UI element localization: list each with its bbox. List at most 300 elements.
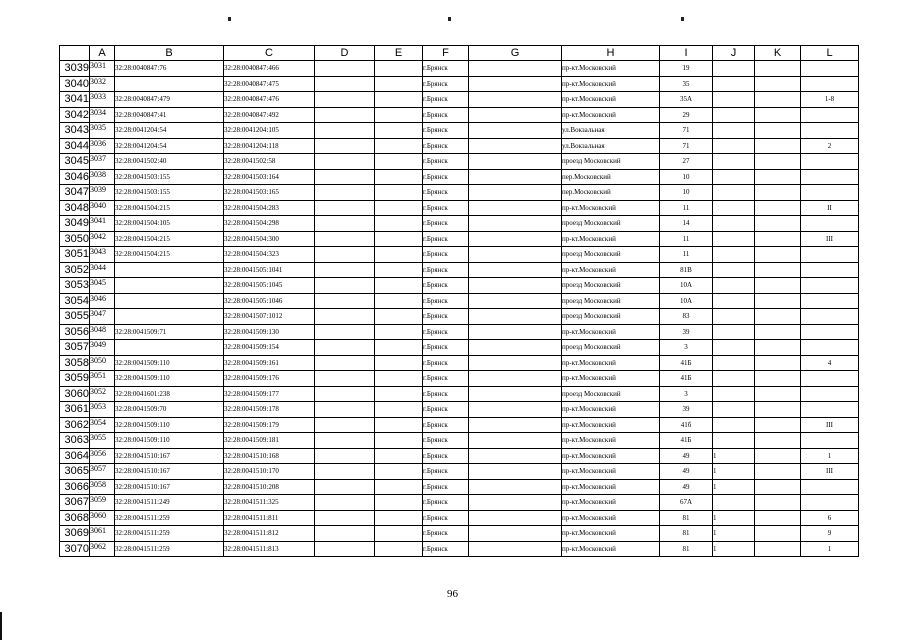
cell-e[interactable] xyxy=(375,216,423,232)
cell-f[interactable]: г.Брянск xyxy=(423,107,469,123)
cell-e[interactable] xyxy=(375,340,423,356)
cell-i[interactable]: 81 xyxy=(660,510,713,526)
cell-j[interactable] xyxy=(713,247,755,263)
cell-l[interactable] xyxy=(801,262,859,278)
cell-l[interactable] xyxy=(801,340,859,356)
cell-i[interactable]: 49 xyxy=(660,479,713,495)
cell-c[interactable]: 32:28:0041505:1041 xyxy=(224,262,315,278)
cell-l[interactable] xyxy=(801,76,859,92)
cell-f[interactable]: г.Брянск xyxy=(423,402,469,418)
column-header[interactable]: H xyxy=(562,46,660,61)
cell-a[interactable]: 3034 xyxy=(90,107,115,123)
cell-i[interactable]: 39 xyxy=(660,324,713,340)
cell-f[interactable]: г.Брянск xyxy=(423,154,469,170)
cell-i[interactable]: 41Б xyxy=(660,433,713,449)
cell-i[interactable]: 11 xyxy=(660,200,713,216)
cell-d[interactable] xyxy=(315,123,375,139)
cell-e[interactable] xyxy=(375,293,423,309)
cell-h[interactable]: пр-кт.Московский xyxy=(562,231,660,247)
cell-f[interactable]: г.Брянск xyxy=(423,231,469,247)
cell-h[interactable]: пр-кт.Московский xyxy=(562,433,660,449)
cell-f[interactable]: г.Брянск xyxy=(423,386,469,402)
cell-a[interactable]: 3047 xyxy=(90,309,115,325)
cell-h[interactable]: пр-кт.Московский xyxy=(562,61,660,77)
cell-l[interactable] xyxy=(801,371,859,387)
cell-g[interactable] xyxy=(469,355,562,371)
cell-g[interactable] xyxy=(469,464,562,480)
cell-i[interactable]: 3 xyxy=(660,386,713,402)
cell-a[interactable]: 3037 xyxy=(90,154,115,170)
cell-c[interactable]: 32:28:0041511:812 xyxy=(224,526,315,542)
cell-a[interactable]: 3057 xyxy=(90,464,115,480)
cell-f[interactable]: г.Брянск xyxy=(423,448,469,464)
cell-j[interactable] xyxy=(713,293,755,309)
cell-f[interactable]: г.Брянск xyxy=(423,61,469,77)
row-number[interactable]: 3065 xyxy=(60,464,90,480)
cell-j[interactable] xyxy=(713,371,755,387)
cell-f[interactable]: г.Брянск xyxy=(423,92,469,108)
cell-h[interactable]: проезд Московский xyxy=(562,386,660,402)
cell-k[interactable] xyxy=(755,61,801,77)
row-number[interactable]: 3062 xyxy=(60,417,90,433)
row-number[interactable]: 3050 xyxy=(60,231,90,247)
cell-i[interactable]: 27 xyxy=(660,154,713,170)
cell-c[interactable]: 32:28:0041509:130 xyxy=(224,324,315,340)
cell-f[interactable]: г.Брянск xyxy=(423,262,469,278)
cell-j[interactable] xyxy=(713,76,755,92)
cell-h[interactable]: пр-кт.Московский xyxy=(562,355,660,371)
cell-c[interactable]: 32:28:0041511:325 xyxy=(224,495,315,511)
cell-e[interactable] xyxy=(375,448,423,464)
cell-a[interactable]: 3051 xyxy=(90,371,115,387)
cell-i[interactable]: 41Б xyxy=(660,371,713,387)
cell-g[interactable] xyxy=(469,510,562,526)
cell-d[interactable] xyxy=(315,309,375,325)
cell-g[interactable] xyxy=(469,278,562,294)
cell-f[interactable]: г.Брянск xyxy=(423,464,469,480)
cell-g[interactable] xyxy=(469,61,562,77)
cell-b[interactable]: 32:28:0041509:110 xyxy=(115,417,224,433)
cell-b[interactable]: 32:28:0040847:479 xyxy=(115,92,224,108)
cell-e[interactable] xyxy=(375,386,423,402)
cell-f[interactable]: г.Брянск xyxy=(423,185,469,201)
cell-i[interactable]: 10А xyxy=(660,293,713,309)
row-number[interactable]: 3053 xyxy=(60,278,90,294)
cell-l[interactable] xyxy=(801,185,859,201)
cell-a[interactable]: 3050 xyxy=(90,355,115,371)
cell-b[interactable]: 32:28:0041204:54 xyxy=(115,123,224,139)
cell-e[interactable] xyxy=(375,76,423,92)
column-header[interactable]: I xyxy=(660,46,713,61)
cell-a[interactable]: 3044 xyxy=(90,262,115,278)
cell-f[interactable]: г.Брянск xyxy=(423,510,469,526)
cell-l[interactable] xyxy=(801,402,859,418)
cell-h[interactable]: ул.Вокзальная xyxy=(562,123,660,139)
cell-e[interactable] xyxy=(375,402,423,418)
cell-j[interactable]: 1 xyxy=(713,479,755,495)
cell-h[interactable]: пер.Московский xyxy=(562,185,660,201)
cell-l[interactable]: 1-8 xyxy=(801,92,859,108)
cell-d[interactable] xyxy=(315,340,375,356)
cell-g[interactable] xyxy=(469,262,562,278)
cell-h[interactable]: пр-кт.Московский xyxy=(562,76,660,92)
row-number[interactable]: 3044 xyxy=(60,138,90,154)
cell-c[interactable]: 32:28:0041204:118 xyxy=(224,138,315,154)
cell-f[interactable]: г.Брянск xyxy=(423,541,469,557)
cell-e[interactable] xyxy=(375,92,423,108)
cell-a[interactable]: 3054 xyxy=(90,417,115,433)
cell-a[interactable]: 3062 xyxy=(90,541,115,557)
cell-g[interactable] xyxy=(469,123,562,139)
cell-c[interactable]: 32:28:0040847:492 xyxy=(224,107,315,123)
cell-c[interactable]: 32:28:0041502:58 xyxy=(224,154,315,170)
cell-e[interactable] xyxy=(375,417,423,433)
cell-e[interactable] xyxy=(375,355,423,371)
cell-e[interactable] xyxy=(375,231,423,247)
cell-h[interactable]: проезд Московский xyxy=(562,278,660,294)
cell-h[interactable]: проезд Московский xyxy=(562,247,660,263)
cell-g[interactable] xyxy=(469,138,562,154)
cell-b[interactable]: 32:28:0041511:259 xyxy=(115,541,224,557)
cell-c[interactable]: 32:28:0041509:181 xyxy=(224,433,315,449)
cell-b[interactable]: 32:28:0041510:167 xyxy=(115,464,224,480)
row-number[interactable]: 3064 xyxy=(60,448,90,464)
cell-k[interactable] xyxy=(755,262,801,278)
cell-e[interactable] xyxy=(375,154,423,170)
cell-g[interactable] xyxy=(469,92,562,108)
cell-h[interactable]: пр-кт.Московский xyxy=(562,495,660,511)
column-header[interactable]: E xyxy=(375,46,423,61)
cell-f[interactable]: г.Брянск xyxy=(423,278,469,294)
cell-e[interactable] xyxy=(375,495,423,511)
cell-l[interactable]: 1 xyxy=(801,448,859,464)
cell-a[interactable]: 3040 xyxy=(90,200,115,216)
cell-c[interactable]: 32:28:0040847:476 xyxy=(224,92,315,108)
cell-j[interactable]: 1 xyxy=(713,510,755,526)
column-header[interactable]: A xyxy=(90,46,115,61)
column-header[interactable]: L xyxy=(801,46,859,61)
cell-a[interactable]: 3038 xyxy=(90,169,115,185)
cell-a[interactable]: 3055 xyxy=(90,433,115,449)
cell-j[interactable] xyxy=(713,216,755,232)
cell-a[interactable]: 3048 xyxy=(90,324,115,340)
cell-j[interactable] xyxy=(713,92,755,108)
cell-a[interactable]: 3060 xyxy=(90,510,115,526)
cell-d[interactable] xyxy=(315,417,375,433)
cell-a[interactable]: 3056 xyxy=(90,448,115,464)
row-number[interactable]: 3051 xyxy=(60,247,90,263)
row-number[interactable]: 3041 xyxy=(60,92,90,108)
cell-f[interactable]: г.Брянск xyxy=(423,340,469,356)
cell-h[interactable]: пр-кт.Московский xyxy=(562,448,660,464)
cell-k[interactable] xyxy=(755,386,801,402)
cell-a[interactable]: 3042 xyxy=(90,231,115,247)
cell-d[interactable] xyxy=(315,92,375,108)
cell-b[interactable]: 32:28:0041510:167 xyxy=(115,448,224,464)
cell-d[interactable] xyxy=(315,61,375,77)
cell-c[interactable]: 32:28:0041204:105 xyxy=(224,123,315,139)
cell-d[interactable] xyxy=(315,200,375,216)
cell-i[interactable]: 83 xyxy=(660,309,713,325)
row-number[interactable]: 3069 xyxy=(60,526,90,542)
cell-g[interactable] xyxy=(469,324,562,340)
cell-i[interactable]: 11 xyxy=(660,231,713,247)
cell-f[interactable]: г.Брянск xyxy=(423,200,469,216)
cell-b[interactable]: 32:28:0041504:215 xyxy=(115,247,224,263)
cell-j[interactable] xyxy=(713,61,755,77)
column-header[interactable]: C xyxy=(224,46,315,61)
cell-d[interactable] xyxy=(315,464,375,480)
cell-d[interactable] xyxy=(315,526,375,542)
cell-c[interactable]: 32:28:0041504:323 xyxy=(224,247,315,263)
row-number[interactable]: 3056 xyxy=(60,324,90,340)
cell-a[interactable]: 3053 xyxy=(90,402,115,418)
cell-a[interactable]: 3036 xyxy=(90,138,115,154)
cell-c[interactable]: 32:28:0041505:1045 xyxy=(224,278,315,294)
cell-a[interactable]: 3041 xyxy=(90,216,115,232)
cell-c[interactable]: 32:28:0041509:179 xyxy=(224,417,315,433)
cell-c[interactable]: 32:28:0041507:1012 xyxy=(224,309,315,325)
cell-e[interactable] xyxy=(375,371,423,387)
cell-j[interactable] xyxy=(713,231,755,247)
cell-b[interactable] xyxy=(115,278,224,294)
cell-c[interactable]: 32:28:0041510:168 xyxy=(224,448,315,464)
cell-b[interactable]: 32:28:0041504:215 xyxy=(115,200,224,216)
cell-c[interactable]: 32:28:0041509:154 xyxy=(224,340,315,356)
cell-d[interactable] xyxy=(315,510,375,526)
cell-c[interactable]: 32:28:0041511:813 xyxy=(224,541,315,557)
cell-g[interactable] xyxy=(469,200,562,216)
cell-e[interactable] xyxy=(375,433,423,449)
cell-f[interactable]: г.Брянск xyxy=(423,495,469,511)
cell-h[interactable]: пр-кт.Московский xyxy=(562,324,660,340)
cell-g[interactable] xyxy=(469,185,562,201)
cell-i[interactable]: 81В xyxy=(660,262,713,278)
cell-d[interactable] xyxy=(315,433,375,449)
cell-k[interactable] xyxy=(755,154,801,170)
cell-k[interactable] xyxy=(755,526,801,542)
cell-e[interactable] xyxy=(375,123,423,139)
row-number[interactable]: 3039 xyxy=(60,61,90,77)
cell-d[interactable] xyxy=(315,107,375,123)
cell-b[interactable]: 32:28:0041601:238 xyxy=(115,386,224,402)
cell-l[interactable]: 2 xyxy=(801,138,859,154)
cell-c[interactable]: 32:28:0041504:300 xyxy=(224,231,315,247)
cell-j[interactable] xyxy=(713,107,755,123)
cell-d[interactable] xyxy=(315,154,375,170)
cell-j[interactable] xyxy=(713,495,755,511)
cell-f[interactable]: г.Брянск xyxy=(423,355,469,371)
row-number[interactable]: 3046 xyxy=(60,169,90,185)
cell-k[interactable] xyxy=(755,340,801,356)
cell-b[interactable]: 32:28:0041509:110 xyxy=(115,433,224,449)
cell-b[interactable]: 32:28:0040847:41 xyxy=(115,107,224,123)
cell-a[interactable]: 3059 xyxy=(90,495,115,511)
cell-l[interactable] xyxy=(801,61,859,77)
cell-f[interactable]: г.Брянск xyxy=(423,526,469,542)
cell-g[interactable] xyxy=(469,231,562,247)
cell-d[interactable] xyxy=(315,138,375,154)
cell-i[interactable]: 71 xyxy=(660,138,713,154)
cell-f[interactable]: г.Брянск xyxy=(423,293,469,309)
cell-i[interactable]: 3 xyxy=(660,340,713,356)
cell-c[interactable]: 32:28:0041509:177 xyxy=(224,386,315,402)
cell-e[interactable] xyxy=(375,464,423,480)
cell-k[interactable] xyxy=(755,216,801,232)
cell-a[interactable]: 3033 xyxy=(90,92,115,108)
cell-c[interactable]: 32:28:0040847:466 xyxy=(224,61,315,77)
cell-l[interactable] xyxy=(801,169,859,185)
cell-k[interactable] xyxy=(755,185,801,201)
row-number[interactable]: 3048 xyxy=(60,200,90,216)
cell-g[interactable] xyxy=(469,448,562,464)
cell-g[interactable] xyxy=(469,371,562,387)
cell-h[interactable]: проезд Московский xyxy=(562,340,660,356)
cell-h[interactable]: пр-кт.Московский xyxy=(562,510,660,526)
cell-j[interactable] xyxy=(713,386,755,402)
cell-e[interactable] xyxy=(375,278,423,294)
cell-j[interactable] xyxy=(713,417,755,433)
cell-d[interactable] xyxy=(315,402,375,418)
cell-i[interactable]: 10 xyxy=(660,185,713,201)
cell-i[interactable]: 10 xyxy=(660,169,713,185)
cell-h[interactable]: пр-кт.Московский xyxy=(562,417,660,433)
cell-h[interactable]: пр-кт.Московский xyxy=(562,464,660,480)
cell-a[interactable]: 3031 xyxy=(90,61,115,77)
row-number[interactable]: 3043 xyxy=(60,123,90,139)
cell-l[interactable] xyxy=(801,123,859,139)
cell-j[interactable] xyxy=(713,154,755,170)
column-header[interactable]: G xyxy=(469,46,562,61)
cell-i[interactable]: 29 xyxy=(660,107,713,123)
cell-i[interactable]: 14 xyxy=(660,216,713,232)
cell-j[interactable] xyxy=(713,262,755,278)
cell-k[interactable] xyxy=(755,231,801,247)
cell-i[interactable]: 11 xyxy=(660,247,713,263)
cell-l[interactable]: 1 xyxy=(801,541,859,557)
cell-j[interactable] xyxy=(713,433,755,449)
cell-j[interactable] xyxy=(713,355,755,371)
cell-k[interactable] xyxy=(755,169,801,185)
cell-d[interactable] xyxy=(315,386,375,402)
cell-a[interactable]: 3058 xyxy=(90,479,115,495)
cell-a[interactable]: 3045 xyxy=(90,278,115,294)
cell-c[interactable]: 32:28:0041504:283 xyxy=(224,200,315,216)
cell-k[interactable] xyxy=(755,448,801,464)
cell-l[interactable] xyxy=(801,479,859,495)
cell-h[interactable]: проезд Московский xyxy=(562,293,660,309)
cell-f[interactable]: г.Брянск xyxy=(423,479,469,495)
cell-i[interactable]: 49 xyxy=(660,448,713,464)
cell-j[interactable]: 1 xyxy=(713,541,755,557)
cell-i[interactable]: 19 xyxy=(660,61,713,77)
cell-b[interactable]: 32:28:0041503:155 xyxy=(115,185,224,201)
cell-f[interactable]: г.Брянск xyxy=(423,309,469,325)
cell-a[interactable]: 3039 xyxy=(90,185,115,201)
cell-h[interactable]: проезд Московский xyxy=(562,309,660,325)
cell-d[interactable] xyxy=(315,355,375,371)
cell-d[interactable] xyxy=(315,247,375,263)
cell-c[interactable]: 32:28:0041503:165 xyxy=(224,185,315,201)
cell-k[interactable] xyxy=(755,123,801,139)
column-header[interactable]: F xyxy=(423,46,469,61)
cell-l[interactable] xyxy=(801,495,859,511)
cell-g[interactable] xyxy=(469,216,562,232)
cell-i[interactable]: 41Б xyxy=(660,355,713,371)
cell-d[interactable] xyxy=(315,371,375,387)
cell-g[interactable] xyxy=(469,495,562,511)
cell-b[interactable]: 32:28:0041511:259 xyxy=(115,526,224,542)
cell-a[interactable]: 3046 xyxy=(90,293,115,309)
cell-l[interactable]: 4 xyxy=(801,355,859,371)
cell-l[interactable]: III xyxy=(801,464,859,480)
cell-b[interactable]: 32:28:0041509:71 xyxy=(115,324,224,340)
row-number[interactable]: 3063 xyxy=(60,433,90,449)
cell-j[interactable] xyxy=(713,185,755,201)
cell-c[interactable]: 32:28:0041505:1046 xyxy=(224,293,315,309)
cell-k[interactable] xyxy=(755,138,801,154)
cell-k[interactable] xyxy=(755,371,801,387)
cell-b[interactable] xyxy=(115,340,224,356)
cell-g[interactable] xyxy=(469,479,562,495)
cell-i[interactable]: 81 xyxy=(660,541,713,557)
cell-g[interactable] xyxy=(469,107,562,123)
cell-b[interactable] xyxy=(115,293,224,309)
cell-f[interactable]: г.Брянск xyxy=(423,76,469,92)
cell-i[interactable]: 49 xyxy=(660,464,713,480)
cell-j[interactable] xyxy=(713,340,755,356)
cell-l[interactable] xyxy=(801,433,859,449)
cell-a[interactable]: 3032 xyxy=(90,76,115,92)
row-number[interactable]: 3061 xyxy=(60,402,90,418)
cell-b[interactable]: 32:28:0041509:110 xyxy=(115,371,224,387)
row-number[interactable]: 3070 xyxy=(60,541,90,557)
cell-j[interactable] xyxy=(713,324,755,340)
cell-f[interactable]: г.Брянск xyxy=(423,169,469,185)
cell-i[interactable]: 41б xyxy=(660,417,713,433)
cell-d[interactable] xyxy=(315,216,375,232)
cell-c[interactable]: 32:28:0041509:178 xyxy=(224,402,315,418)
cell-l[interactable]: II xyxy=(801,200,859,216)
cell-j[interactable]: 1 xyxy=(713,448,755,464)
cell-g[interactable] xyxy=(469,293,562,309)
cell-d[interactable] xyxy=(315,479,375,495)
cell-k[interactable] xyxy=(755,510,801,526)
cell-j[interactable] xyxy=(713,138,755,154)
cell-e[interactable] xyxy=(375,185,423,201)
cell-i[interactable]: 35А xyxy=(660,92,713,108)
cell-e[interactable] xyxy=(375,510,423,526)
cell-h[interactable]: пр-кт.Московский xyxy=(562,541,660,557)
cell-l[interactable]: 9 xyxy=(801,526,859,542)
cell-e[interactable] xyxy=(375,169,423,185)
column-header[interactable]: D xyxy=(315,46,375,61)
cell-g[interactable] xyxy=(469,526,562,542)
cell-h[interactable]: пр-кт.Московский xyxy=(562,479,660,495)
cell-a[interactable]: 3052 xyxy=(90,386,115,402)
cell-k[interactable] xyxy=(755,92,801,108)
cell-l[interactable]: III xyxy=(801,417,859,433)
cell-c[interactable]: 32:28:0041510:170 xyxy=(224,464,315,480)
column-header[interactable] xyxy=(60,46,90,61)
cell-l[interactable] xyxy=(801,309,859,325)
cell-h[interactable]: ул.Вокзальная xyxy=(562,138,660,154)
cell-g[interactable] xyxy=(469,386,562,402)
cell-h[interactable]: пр-кт.Московский xyxy=(562,402,660,418)
cell-g[interactable] xyxy=(469,154,562,170)
cell-j[interactable] xyxy=(713,402,755,418)
cell-d[interactable] xyxy=(315,278,375,294)
